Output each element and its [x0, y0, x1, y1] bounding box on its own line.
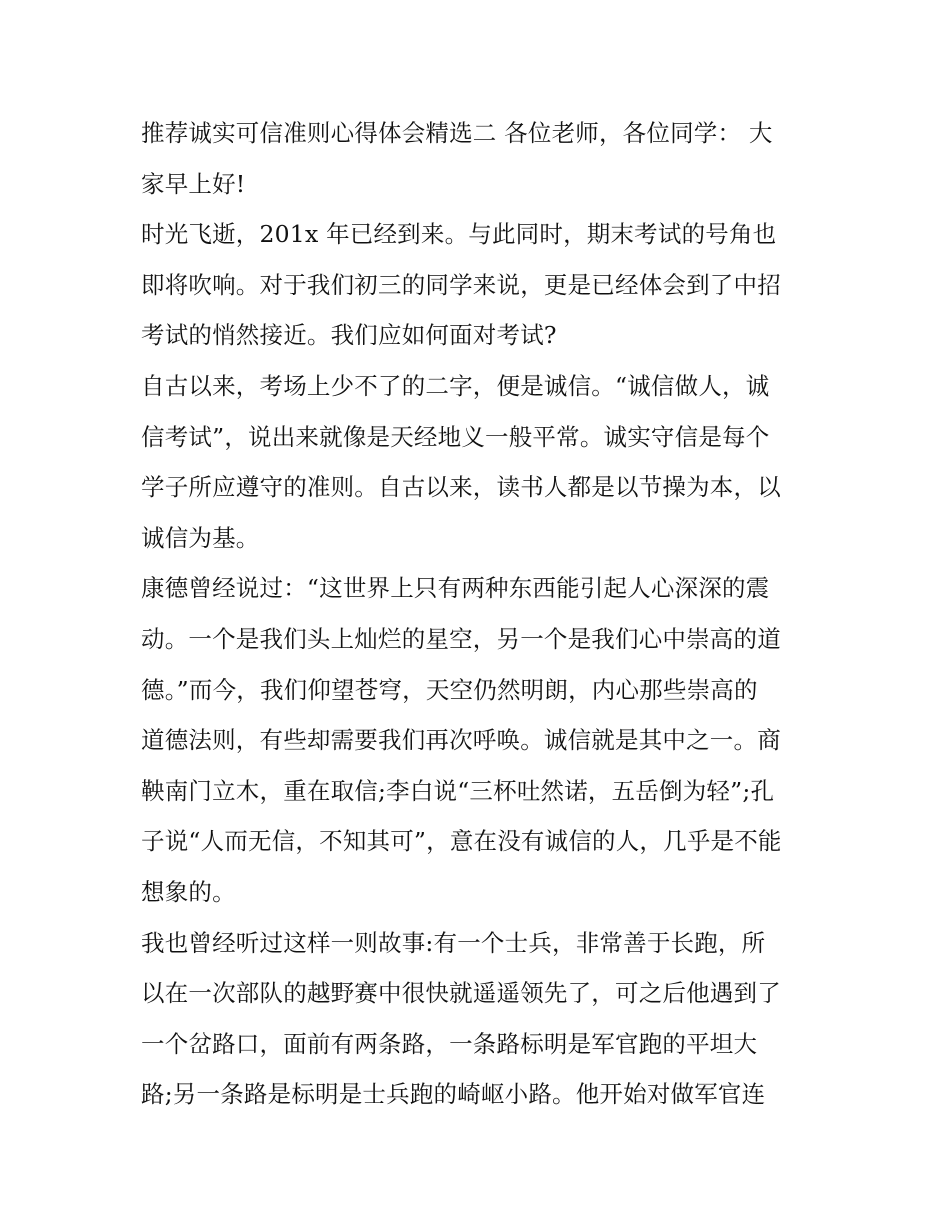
text-line: 一个岔路口，面前有两条路，一条路标明是军官跑的平坦大: [141, 1029, 758, 1058]
text-line: 想象的。: [141, 877, 236, 906]
text-line: 学子所应遵守的准则。自古以来，读书人都是以节操为本，以: [141, 473, 781, 502]
text-line: 我也曾经听过这样一则故事:有一个士兵，非常善于长跑，所: [141, 928, 766, 957]
text-line: 诚信为基。: [141, 523, 260, 552]
text-line: 动。一个是我们头上灿烂的星空，另一个是我们心中崇高的道: [141, 624, 781, 653]
text-line: 信考试”，说出来就像是天经地义一般平常。诚实守信是每个: [141, 422, 770, 451]
text-line: 考试的悄然接近。我们应如何面对考试?: [141, 321, 557, 350]
text-line: 时光飞逝，201x 年已经到来。与此同时，期末考试的号角也: [141, 220, 777, 249]
text-line: 即将吹响。对于我们初三的同学来说，更是已经体会到了中招: [141, 270, 781, 299]
text-line: 推荐诚实可信准则心得体会精选二 各位老师，各位同学： 大: [141, 119, 773, 147]
text-line: 德。”而今，我们仰望苍穹，天空仍然明朗，内心那些崇高的: [141, 675, 758, 704]
text-line: 鞅南门立木，重在取信;李白说“三杯吐然诺，五岳倒为轻”;孔: [141, 776, 775, 805]
text-line: 路;另一条路是标明是士兵跑的崎岖小路。他开始对做军官连: [141, 1080, 766, 1109]
text-line: 以在一次部队的越野赛中很快就遥遥领先了，可之后他遇到了: [141, 979, 781, 1008]
text-line: 子说“人而无信，不知其可”，意在没有诚信的人，几乎是不能: [141, 827, 782, 856]
text-line: 康德曾经说过：“这世界上只有两种东西能引起人心深深的震: [141, 574, 770, 603]
text-line: 家早上好!: [141, 169, 246, 198]
text-line: 道德法则，有些却需要我们再次呼唤。诚信就是其中之一。商: [141, 726, 781, 755]
text-line: 自古以来，考场上少不了的二字，便是诚信。“诚信做人，诚: [141, 371, 770, 400]
document-body: [141, 108, 813, 1120]
